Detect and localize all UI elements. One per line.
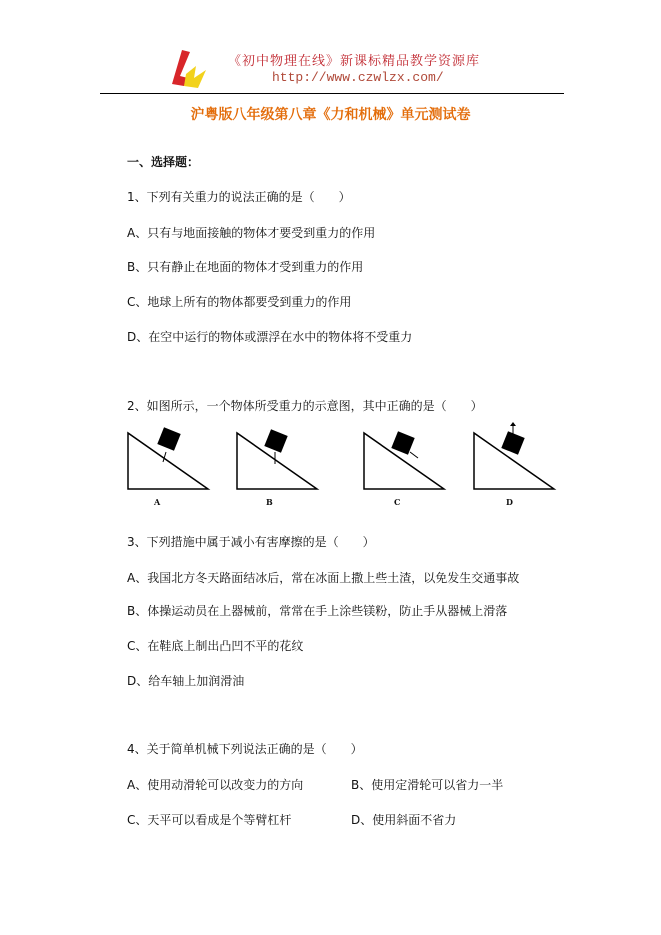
q4-option-b: B、使用定滑轮可以省力一半 [351,778,504,792]
banner-title: 《初中物理在线》新课标精品教学资源库 [228,54,481,69]
figure-d [472,422,562,494]
question-2-stem: 2、如图所示，一个物体所受重力的示意图，其中正确的是（ ） [127,399,483,413]
header-divider [100,93,564,94]
section-heading: 一、选择题： [127,155,200,169]
figure-c [362,422,452,494]
q4-option-a: A、使用动滑轮可以改变力的方向 [127,778,304,792]
q1-option-b: B、只有静止在地面的物体才受到重力的作用 [127,260,364,274]
question-3-stem: 3、下列措施中属于减小有害摩擦的是（ ） [127,535,375,549]
q4-option-c: C、天平可以看成是个等臂杠杆 [127,813,292,827]
q3-option-d: D、给车轴上加润滑油 [127,674,245,688]
q1-option-a: A、只有与地面接触的物体才要受到重力的作用 [127,226,376,240]
figure-label-a: A [154,497,161,507]
q3-option-b: B、体操运动员在上器械前，常常在手上涂些镁粉，防止手从器械上滑落 [127,604,508,618]
q1-option-c: C、地球上所有的物体都要受到重力的作用 [127,295,352,309]
figure-label-d: D [506,497,513,507]
question-4-stem: 4、关于简单机械下列说法正确的是（ ） [127,742,363,756]
figure-label-b: B [266,497,273,507]
page-title: 沪粤版八年级第八章《力和机械》单元测试卷 [190,107,471,123]
banner-url: http://www.czwlzx.com/ [272,70,444,85]
q1-option-d: D、在空中运行的物体或漂浮在水中的物体将不受重力 [127,330,413,344]
q3-option-c: C、在鞋底上制出凸凹不平的花纹 [127,639,304,653]
q3-option-a: A、我国北方冬天路面结冰后，常在冰面上撒上些土渣，以免发生交通事故 [127,571,520,585]
site-logo-icon [168,48,208,90]
figure-label-c: C [394,497,401,507]
q4-option-d: D、使用斜面不省力 [351,813,457,827]
question-1-stem: 1、下列有关重力的说法正确的是（ ） [127,190,351,204]
figure-a [126,422,216,494]
figure-b [235,422,325,494]
